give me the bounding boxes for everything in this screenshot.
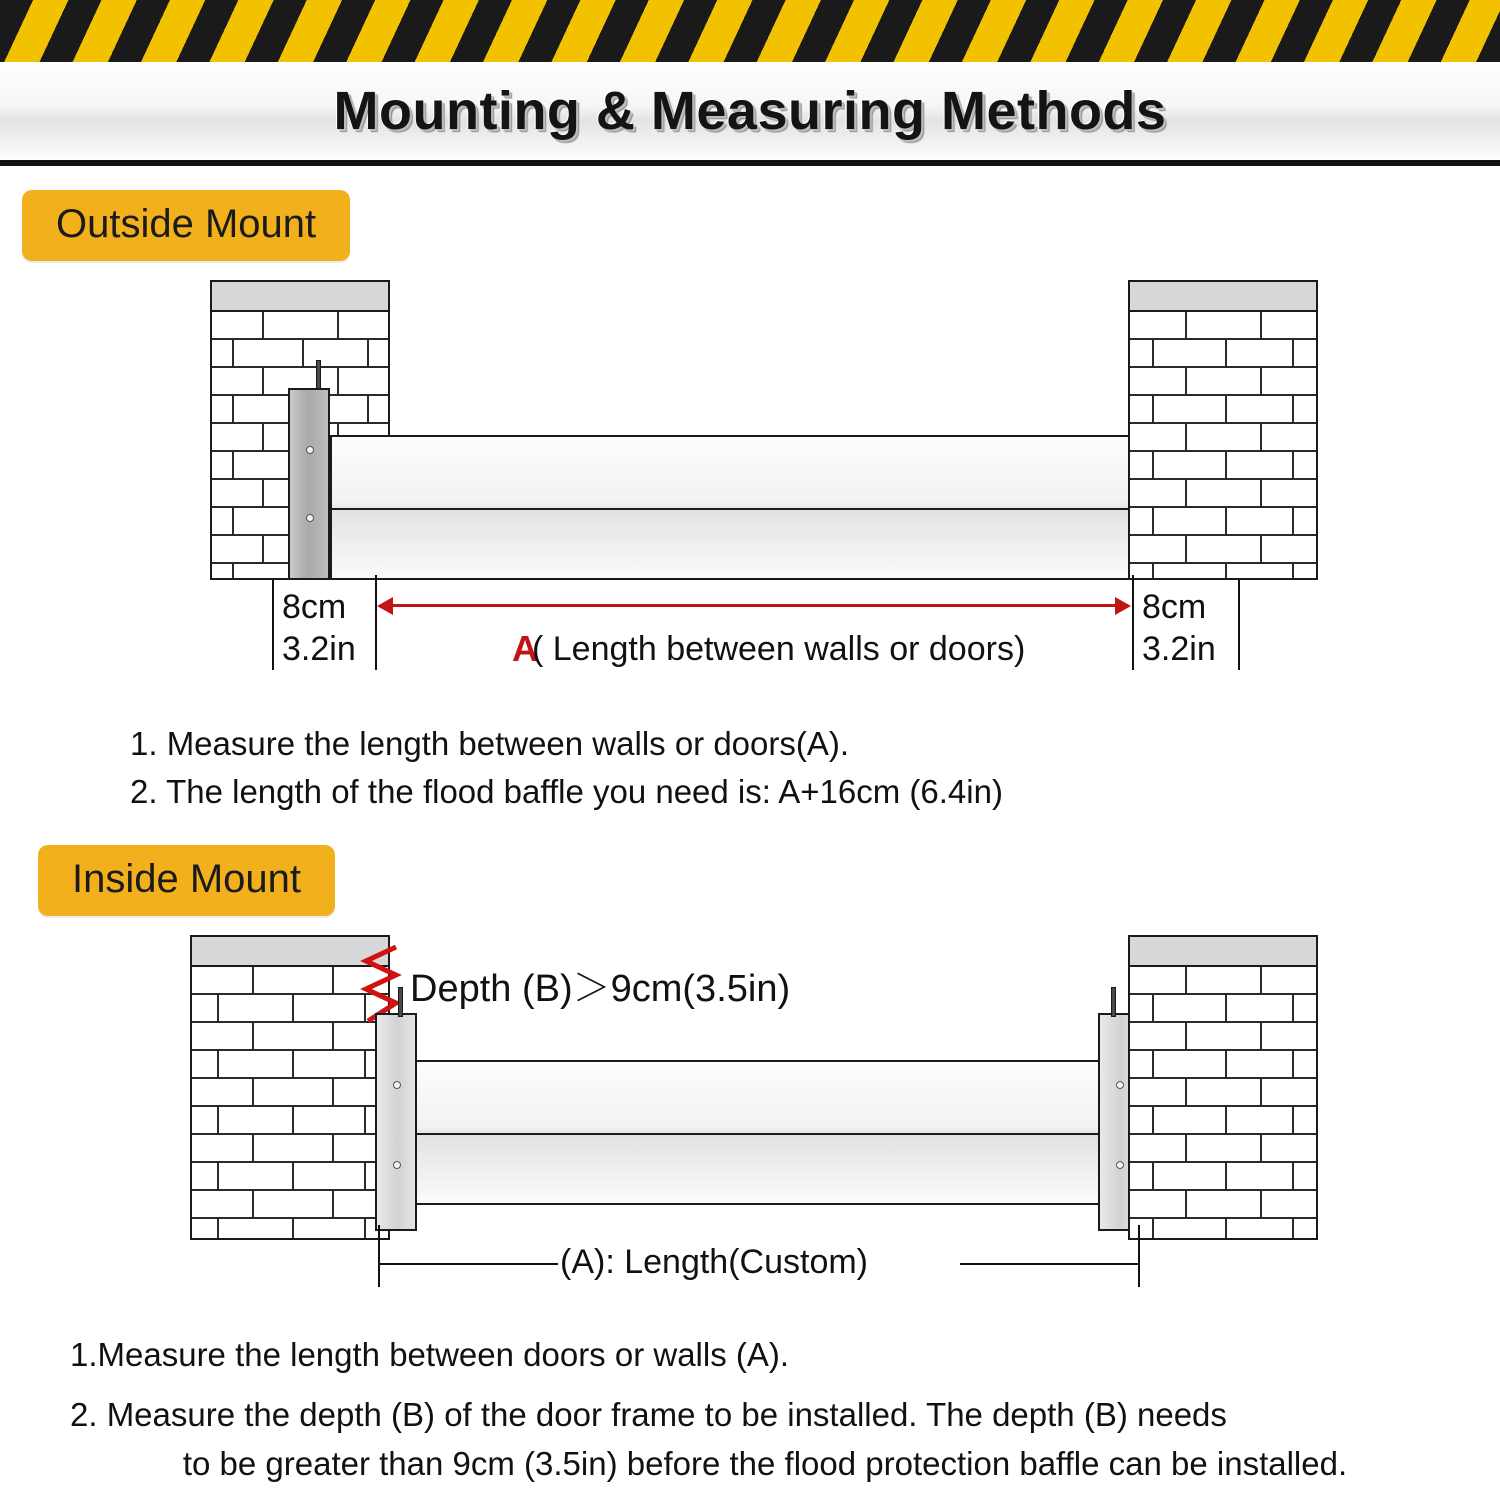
title-bar (0, 62, 1500, 166)
left-margin-in-label: 3.2in (282, 630, 356, 668)
span-marker-label: A (512, 628, 538, 669)
pillar-brick-body (1128, 310, 1318, 580)
pillar-brick-body (1128, 965, 1318, 1240)
length-tick-left (378, 1225, 380, 1287)
right-brick-pillar (1128, 280, 1318, 580)
inside-note-3: to be greater than 9cm (3.5in) before the flood protection baffle can be installed. (182, 1445, 1348, 1482)
left-margin-cm-label: 8cm (282, 588, 347, 626)
right-margin-cm-label: 8cm (1142, 588, 1207, 626)
inside-mount-notes (70, 1330, 1460, 1489)
length-dimension-label: (A): Length(Custom) (560, 1243, 868, 1281)
page-title: Mounting & Measuring Methods (333, 81, 1167, 141)
outside-mount-notes (130, 720, 1003, 816)
span-description-label: ( Length between walls or doors) (532, 630, 1026, 668)
span-arrow-left-icon (377, 597, 393, 615)
dim-tick-right-inner (1132, 575, 1134, 670)
flood-baffle-board (330, 435, 1182, 580)
length-line-right (960, 1263, 1140, 1265)
left-mounting-bracket (375, 1013, 417, 1231)
outside-note-1: 1. Measure the length between walls or doors(A). (130, 725, 850, 762)
right-threaded-rod (1111, 987, 1116, 1017)
pillar-top-cap (1128, 280, 1318, 312)
left-mounting-bracket (288, 388, 330, 580)
right-brick-pillar (1128, 935, 1318, 1240)
inside-note-2: 2. Measure the depth (B) of the door frame to be installed. The depth (B) needs (70, 1395, 1227, 1433)
inside-note-1: 1.Measure the length between doors or walls (A). (70, 1336, 790, 1373)
span-dimension-line (390, 604, 1116, 607)
outside-mount-diagram (0, 270, 1500, 690)
dim-tick-right-outer (1238, 580, 1240, 670)
length-line-left (378, 1263, 558, 1265)
right-margin-in-label: 3.2in (1142, 630, 1216, 668)
section-label-inside-mount: Inside Mount (38, 845, 335, 916)
flood-baffle-board (415, 1060, 1115, 1205)
pillar-top-cap (210, 280, 390, 312)
pillar-top-cap (1128, 935, 1318, 967)
section-label-outside-mount: Outside Mount (22, 190, 350, 261)
length-tick-right (1138, 1225, 1140, 1287)
dim-tick-left-inner (375, 575, 377, 670)
dim-tick-left-outer (272, 580, 274, 670)
depth-dimension-label: Depth (B)＞9cm(3.5in) (410, 968, 791, 1010)
hazard-stripe-banner (0, 0, 1500, 65)
span-arrow-right-icon (1115, 597, 1131, 615)
left-threaded-rod (398, 987, 403, 1017)
outside-note-2: 2. The length of the flood baffle you need is: A+16cm (6.4in) (130, 772, 1003, 810)
inside-mount-diagram (0, 925, 1500, 1315)
